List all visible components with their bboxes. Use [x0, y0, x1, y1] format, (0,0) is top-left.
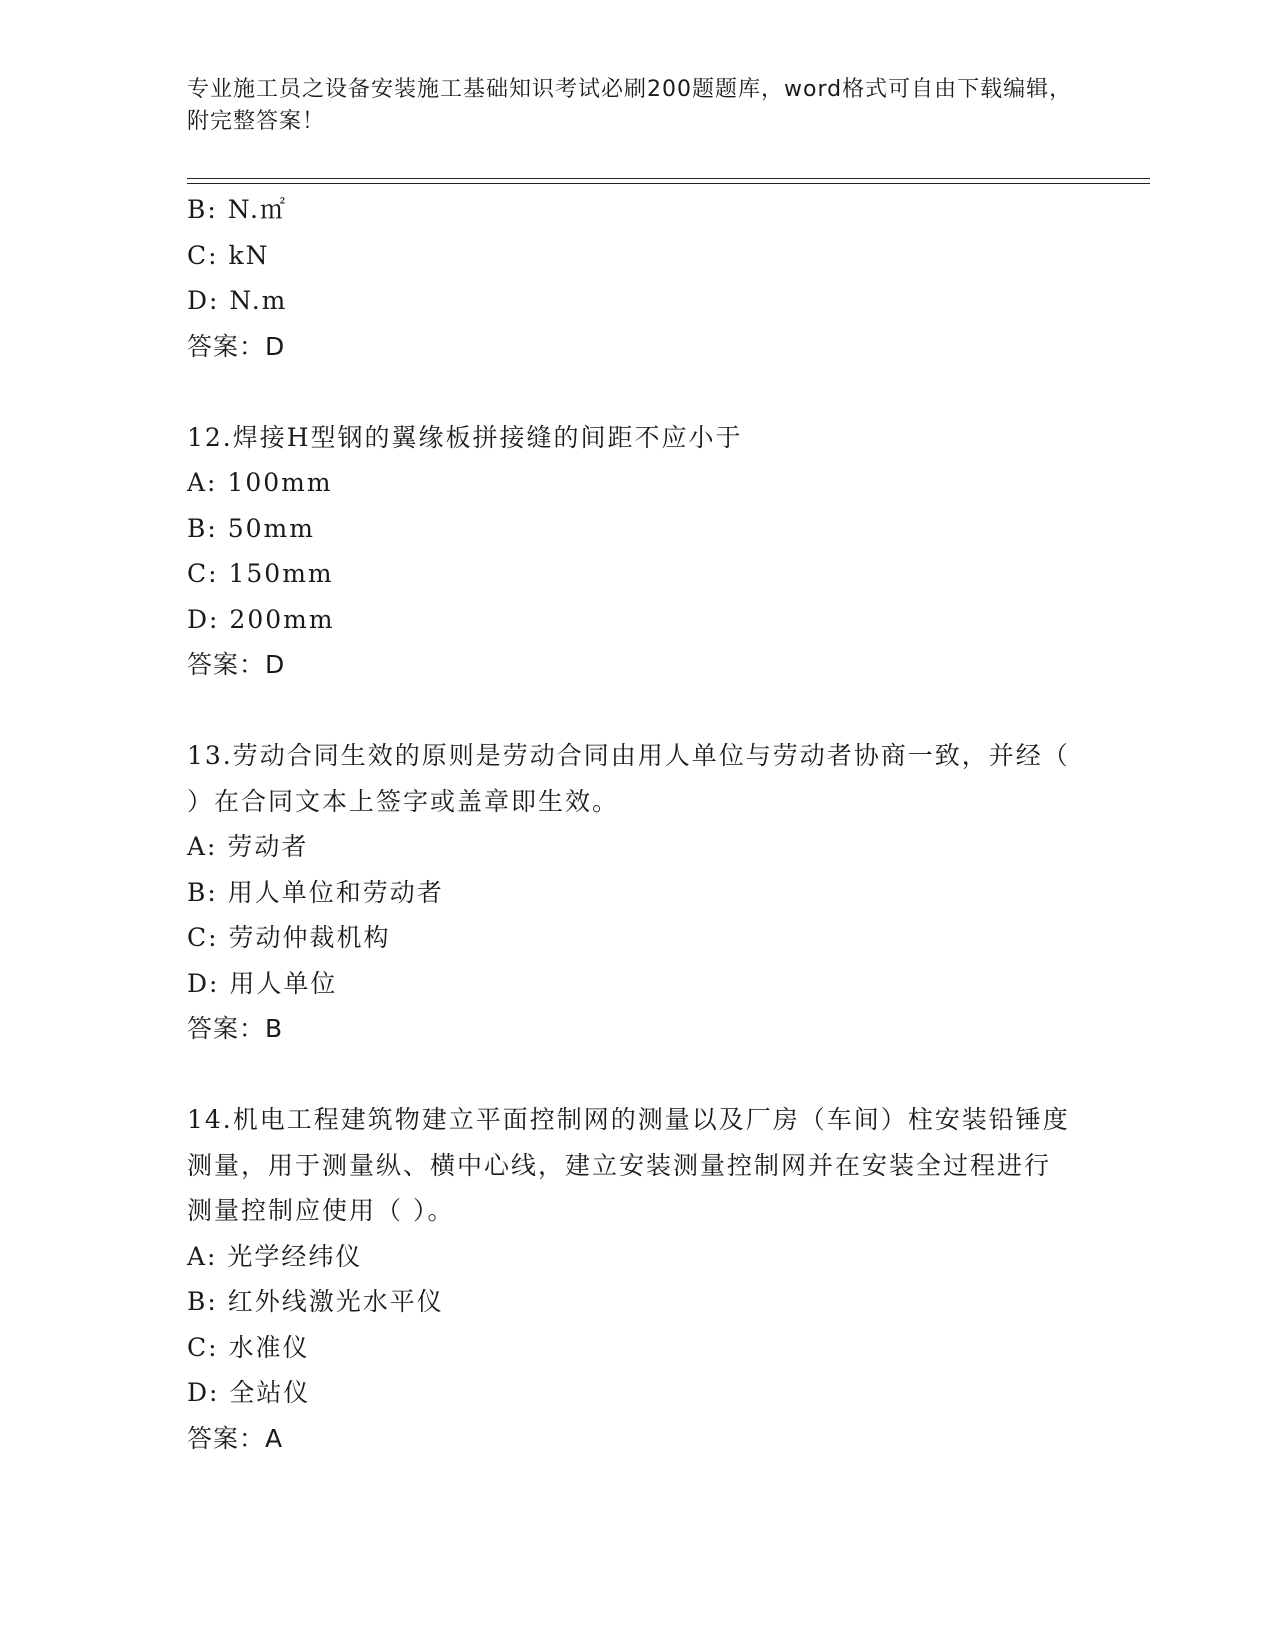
question-block-13: [187, 733, 1077, 1052]
option-a: A: 100mm: [187, 468, 333, 497]
option-a: A: 劳动者: [187, 832, 309, 861]
question-text: 14.机电工程建筑物建立平面控制网的测量以及厂房（车间）柱安装铅锤度测量，用于测量纵、横中心线，建立安装测量控制网并在安装全过程进行测量控制应使用（ ）。: [187, 1105, 1070, 1225]
option-b: B: 用人单位和劳动者: [187, 877, 444, 907]
option-d: D: 200mm: [187, 604, 335, 634]
question-text: 13.劳动合同生效的原则是劳动合同由用人单位与劳动者协商一致，并经（ ）在合同文本上签字或盖章即生效。: [187, 741, 1070, 816]
page-content: [187, 187, 1077, 1461]
option-b: B: 红外线激光水平仪: [187, 1287, 444, 1316]
answer-line: 答案：D: [187, 331, 286, 361]
option-a: A: 光学经纬仪: [187, 1241, 363, 1271]
option-b: B: 50mm: [187, 513, 315, 543]
question-text: 12.焊接H型钢的翼缘板拼接缝的间距不应小于: [187, 422, 743, 452]
option-d: D: 全站仪: [187, 1378, 311, 1407]
answer-line: 答案：A: [187, 1423, 284, 1453]
option-c: C: 水准仪: [187, 1332, 310, 1362]
header-divider-top: [187, 178, 1150, 179]
answer-line: 答案：B: [187, 1014, 284, 1043]
header-title: 专业施工员之设备安装施工基础知识考试必刷200题题库，word格式可自由下载编辑，附完整答案！: [187, 77, 1073, 134]
question-block-14: [187, 1097, 1077, 1461]
spacer: [187, 369, 1077, 415]
header-divider-bottom: [187, 183, 1150, 184]
question-block-12: [187, 415, 1077, 688]
option-b: B: N.㎡: [187, 195, 287, 224]
answer-line: 答案：D: [187, 650, 286, 679]
option-c: C: 劳动仲裁机构: [187, 923, 391, 952]
option-c: C: 150mm: [187, 559, 334, 588]
spacer: [187, 688, 1077, 734]
option-d: D: 用人单位: [187, 968, 338, 998]
option-c: C: kN: [187, 240, 270, 270]
page-header: [187, 74, 1077, 138]
spacer: [187, 1052, 1077, 1098]
question-block-partial: [187, 187, 1077, 369]
option-d: D: N.m: [187, 286, 288, 315]
